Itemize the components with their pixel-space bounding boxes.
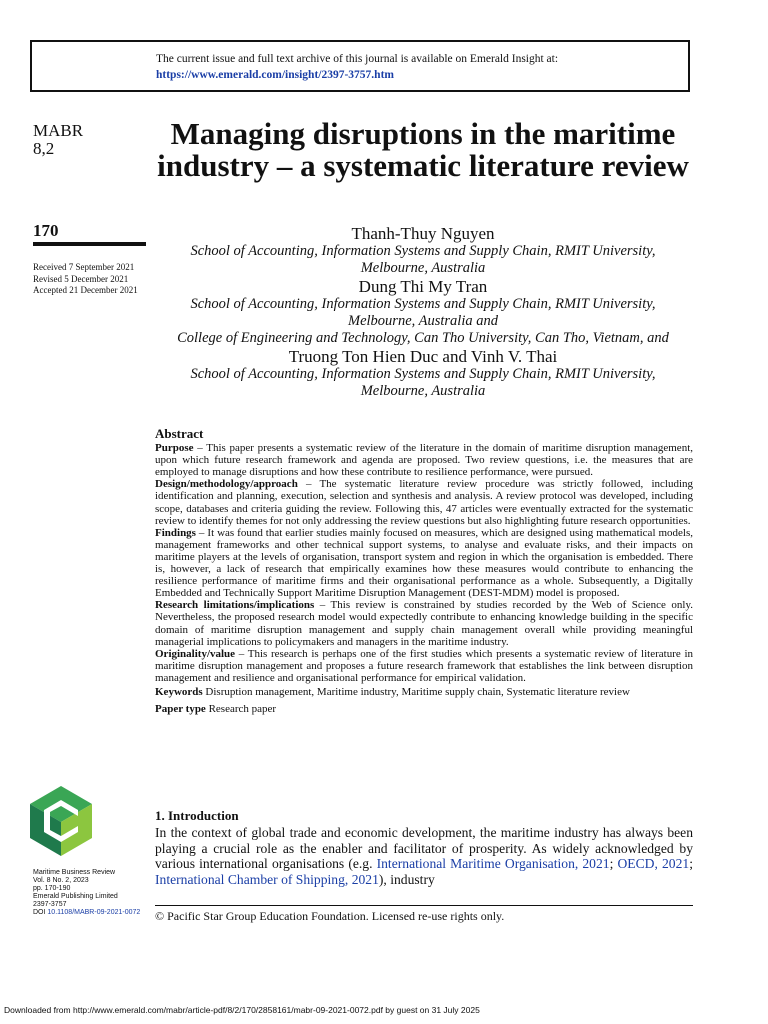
author-name: Thanh-Thuy Nguyen <box>351 224 495 243</box>
keywords-label: Keywords <box>155 685 203 698</box>
download-note: Downloaded from http://www.emerald.com/mabr/article-pdf/8/2/170/2858161/mabr-09-2021-0072.pdf by guest on 31 July 2025 <box>4 1005 480 1015</box>
paper-type-line <box>155 703 693 715</box>
intro-text-end: ), industry <box>378 871 435 887</box>
meta-volume: Vol. 8 No. 2, 2023 <box>33 877 89 885</box>
journal-code: MABR <box>33 121 84 140</box>
author-affiliation: Melbourne, Australia and <box>348 313 498 329</box>
journal-archive-notice <box>30 40 690 92</box>
citation-separator: ; <box>689 856 693 872</box>
limitations-text: – This review is constrained by studies recorded by the Web of Science only. Nevertheless, the proposed research model would expectedly contribute to enhancing knowledge building in the specific domain of maritime disruption management and supply chain management overall while providing meaningful managerial implications to policymakers and managers in the maritime industry. <box>155 599 693 648</box>
paper-type-label: Paper type <box>155 703 206 716</box>
limitations-label: Research limitations/implications <box>155 599 315 612</box>
revised-date: Revised 5 December 2021 <box>33 273 129 284</box>
article-title: Managing disruptions in the maritime industry – a systematic literature review <box>157 116 689 183</box>
page-number-rule <box>33 242 146 246</box>
archive-notice-text: The current issue and full text archive of this journal is available on Emerald Insight at: <box>156 53 559 65</box>
paper-type-text: Research paper <box>205 703 277 716</box>
publication-metadata <box>33 869 140 918</box>
originality-text: – This research is perhaps one of the first studies which presents a systematic review of literature in maritime disruption management and proposes a future research framework that establishes the link between disruption management and resilience and organisational performance for empirical validation. <box>155 647 693 684</box>
author-block <box>152 224 694 400</box>
abstract-limitations <box>155 599 693 647</box>
meta-journal-name: Maritime Business Review <box>33 869 116 876</box>
citation-link[interactable]: International Chamber of Shipping, 2021 <box>155 871 379 887</box>
meta-pages: pp. 170-190 <box>33 885 71 893</box>
intro-text-start: In the context of global trade and economic development, the maritime industry has always been playing a crucial role as the enabler and facilitator of prosperity. As widely acknowledged by various international organisations (e.g. <box>155 825 693 872</box>
abstract-heading: Abstract <box>155 426 204 441</box>
citation-link[interactable]: OECD, 2021 <box>617 856 690 872</box>
citation-link[interactable]: International Maritime Organisation, 2021 <box>376 856 610 872</box>
page-number: 170 <box>33 221 59 240</box>
author-name: Truong Ton Hien Duc and Vinh V. Thai <box>288 347 558 366</box>
submission-dates <box>33 262 138 297</box>
introduction-section <box>155 808 693 887</box>
author-affiliation: College of Engineering and Technology, Can Tho University, Can Tho, Vietnam, and <box>177 330 669 346</box>
meta-publisher: Emerald Publishing Limited <box>33 893 118 901</box>
abstract-originality <box>155 648 693 684</box>
abstract-findings <box>155 527 693 600</box>
abstract-design <box>155 478 693 526</box>
keywords-line <box>155 686 693 698</box>
meta-doi <box>33 909 140 917</box>
design-label: Design/methodology/approach <box>155 478 298 491</box>
design-text: – The systematic literature review procedure was strictly followed, including identification and planning, execution, selection and synthesis and analysis. A review protocol was developed, including scope, databases and criteria guiding the review. Following this, 47 articles were eventually extracted for the systematic review to identify themes for not only addressing the review questions but also highlighting future research opportunities. <box>155 478 693 527</box>
originality-label: Originality/value <box>155 647 236 660</box>
author-affiliation: School of Accounting, Information Systems and Supply Chain, RMIT University, <box>190 366 656 382</box>
author-name: Dung Thi My Tran <box>358 277 488 296</box>
author-affiliation: School of Accounting, Information Systems and Supply Chain, RMIT University, <box>190 243 656 259</box>
introduction-heading: 1. Introduction <box>155 808 239 823</box>
findings-label: Findings <box>155 526 196 539</box>
author-affiliation: Melbourne, Australia <box>360 260 486 276</box>
journal-volume: 8,2 <box>33 139 55 158</box>
purpose-text: – This paper presents a systematic review of the literature in the domain of maritime disruption management, upon which future research framework and agenda are proposed. Two review questions, i.e. the measures that are employed to manage disruptions and how these contribute to resilience performance, were pursued. <box>155 442 693 479</box>
license-statement: © Pacific Star Group Education Foundation. Licensed re-use rights only. <box>155 909 505 923</box>
emerald-logo-icon <box>30 786 92 856</box>
doi-label: DOI <box>33 909 46 917</box>
author-affiliation: Melbourne, Australia <box>360 383 486 399</box>
introduction-paragraph <box>155 825 693 887</box>
purpose-label: Purpose <box>155 442 194 455</box>
footnote-rule <box>155 905 693 906</box>
findings-text: – It was found that earlier studies mainly focused on measures, which are designed using mathematical models, management frameworks and other technical support systems, to analyse and evaluate risks, and their impacts on maritime players at the levels of organisation, transport system and region in which the organisation is embedded. There is, however, a lack of research that empirically examines how these measures would contribute to enhancing the resilience performance of maritime firms and their organisational performance as a whole. Subsequently, a Digitally Embedded and Technically Support Maritime Disruption Management (DEST-MDM) model is proposed. <box>155 526 693 600</box>
author-affiliation: School of Accounting, Information Systems and Supply Chain, RMIT University, <box>190 296 656 312</box>
journal-link[interactable]: https://www.emerald.com/insight/2397-3757.htm <box>156 69 394 81</box>
doi-link[interactable]: 10.1108/MABR-09-2021-0072 <box>47 909 141 917</box>
accepted-date: Accepted 21 December 2021 <box>33 285 138 295</box>
meta-issn: 2397-3757 <box>33 901 67 909</box>
abstract-section <box>155 428 693 715</box>
received-date: Received 7 September 2021 <box>33 262 135 272</box>
keywords-text: Disruption management, Maritime industry, Maritime supply chain, Systematic literature review <box>202 685 630 698</box>
abstract-purpose <box>155 442 693 478</box>
citation-separator: ; <box>609 856 618 872</box>
